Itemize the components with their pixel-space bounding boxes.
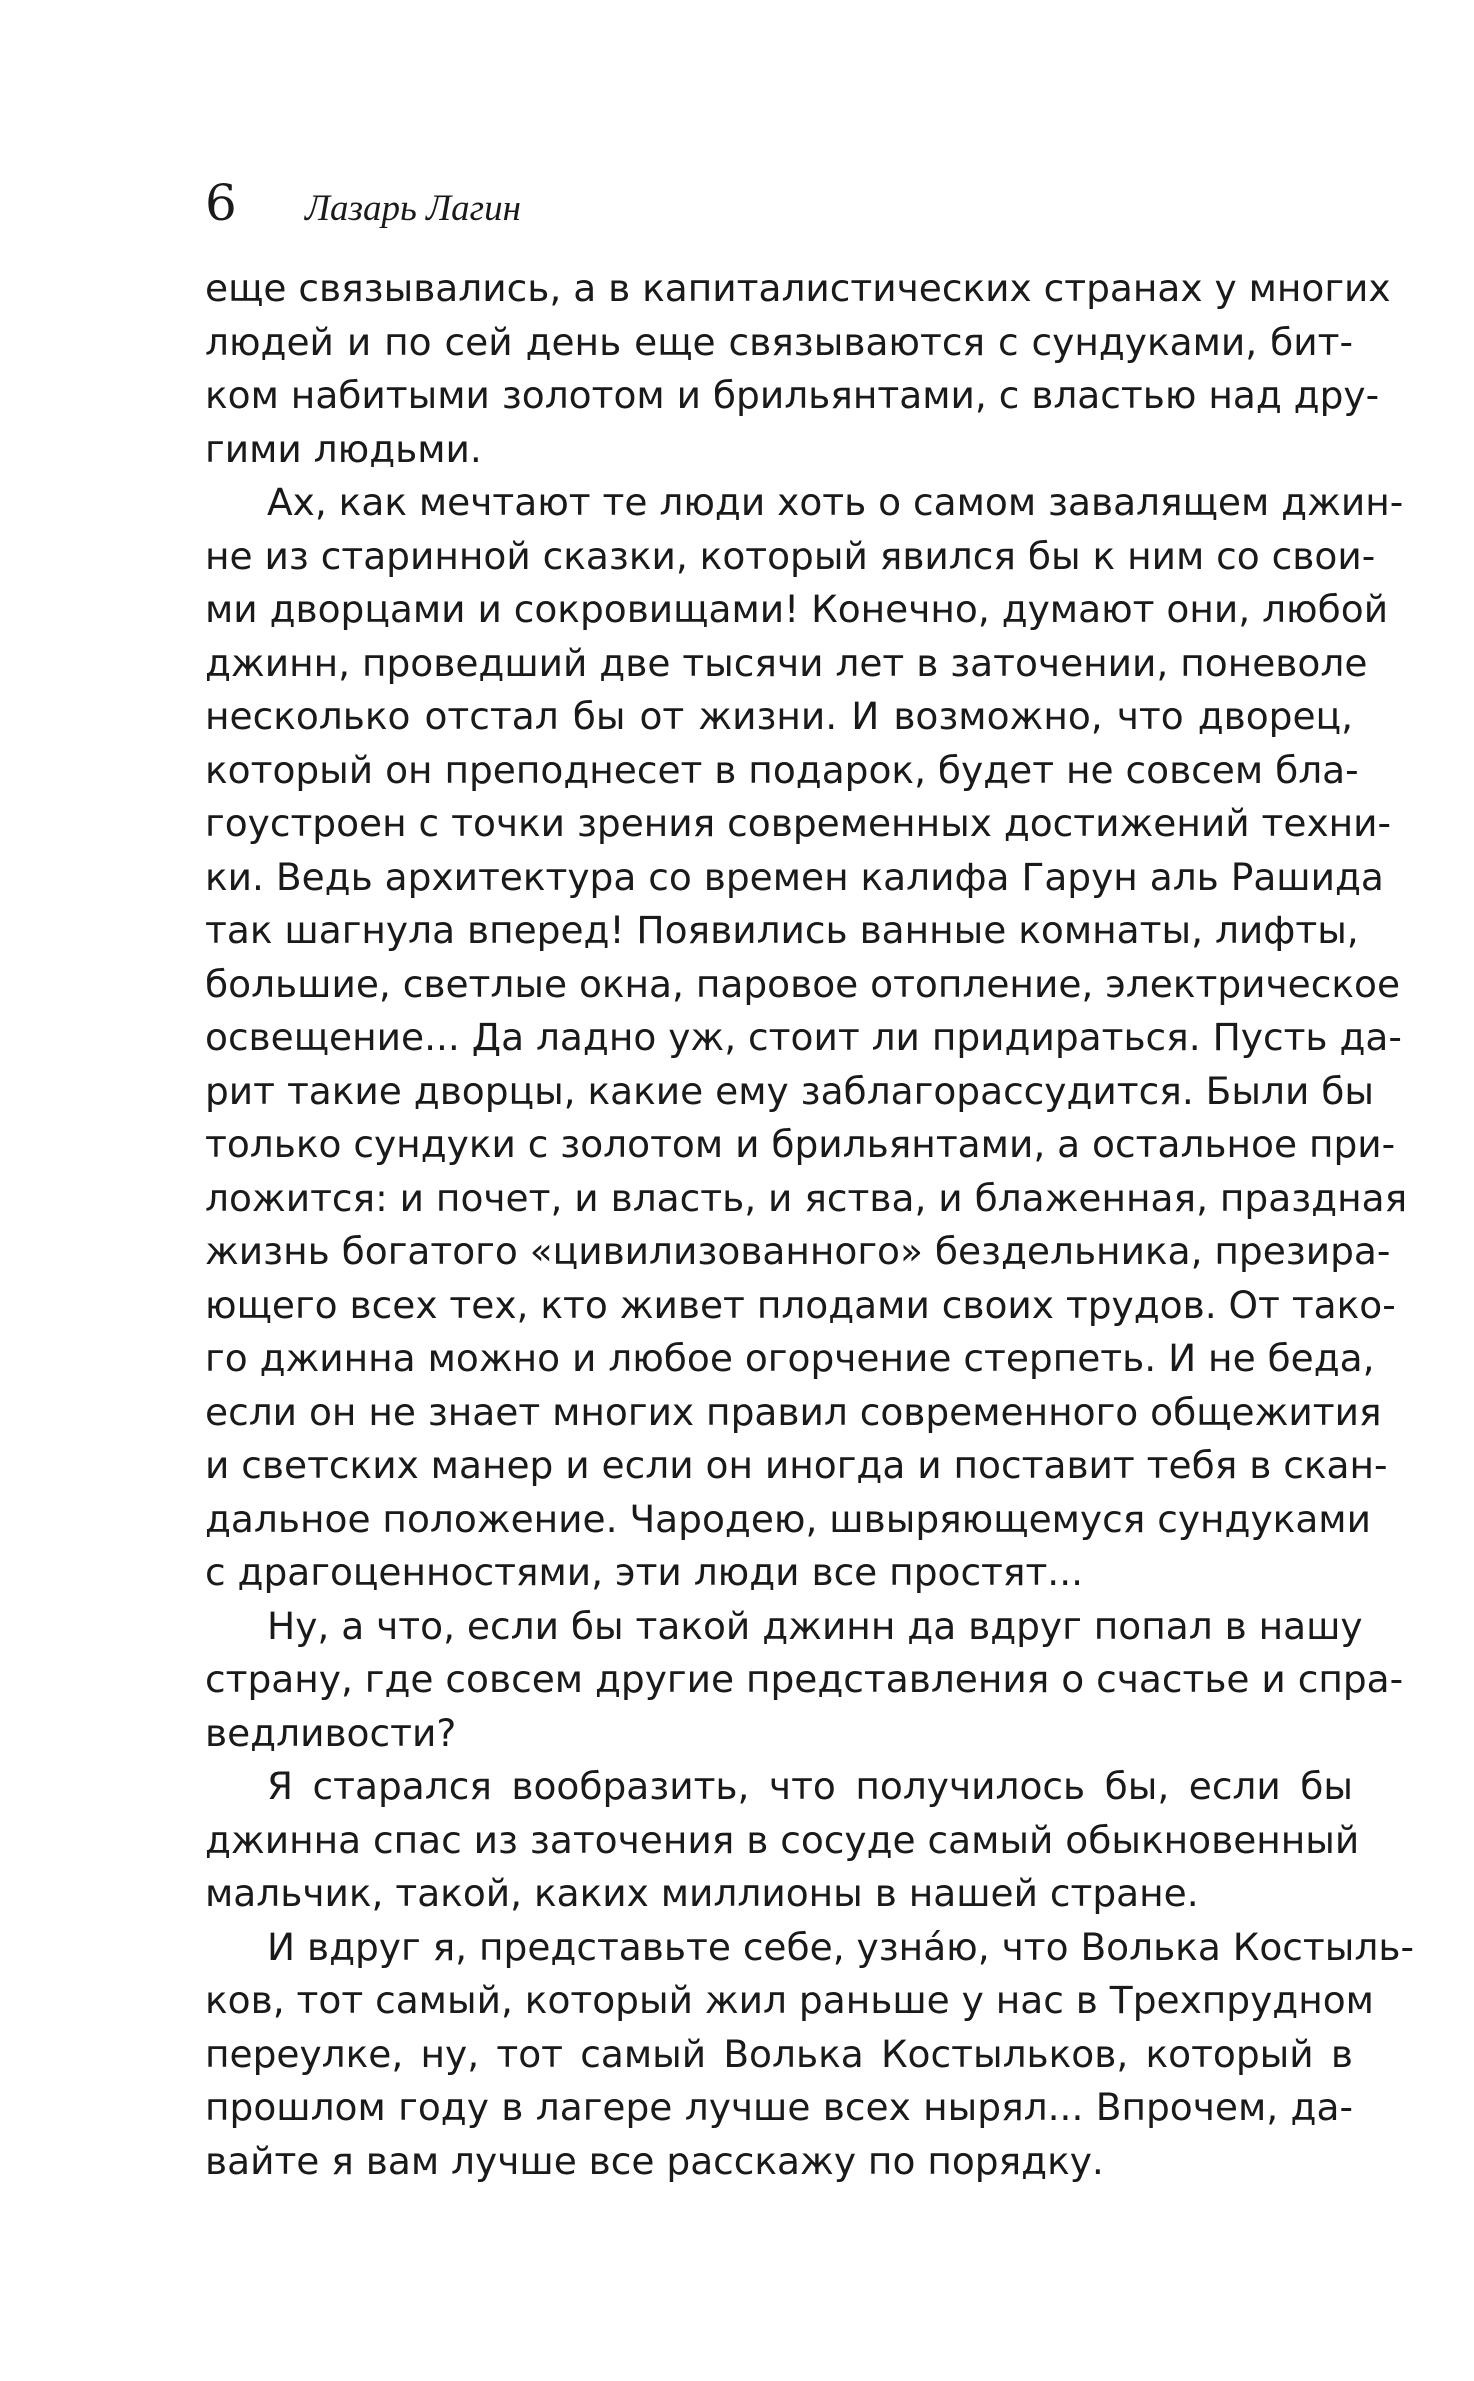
text-line: если он не знает многих правил современного общежития bbox=[205, 1389, 1382, 1434]
text-line: Ну, а что, если бы такой джинн да вдруг попал в нашу bbox=[267, 1603, 1363, 1648]
text-line: джинна спас из заточения в сосуде самый обыкновенный bbox=[205, 1817, 1360, 1862]
text-line: ющего всех тех, кто живет плодами своих трудов. От тако- bbox=[205, 1282, 1396, 1327]
text-line: не из старинной сказки, который явился бы к ним со свои- bbox=[205, 533, 1376, 578]
text-line: гими людьми. bbox=[205, 426, 482, 471]
text-line: ложится: и почет, и власть, и яства, и блаженная, праздная bbox=[205, 1175, 1408, 1220]
text-line: освещение... Да ладно уж, стоит ли придираться. Пусть да- bbox=[205, 1015, 1402, 1059]
paragraph bbox=[205, 1760, 1360, 1921]
text-line: переулке, ну, тот самый Волька Костыльков, который в bbox=[205, 2031, 1353, 2076]
text-line: только сундуки с золотом и брильянтами, а остальное при- bbox=[205, 1122, 1396, 1166]
text-line: который он преподнесет в подарок, будет не совсем бла- bbox=[205, 747, 1359, 792]
text-line: гоустроен с точки зрения современных достижений техни- bbox=[205, 801, 1392, 845]
text-line: и светских манер и если он иногда и поставит тебя в скан- bbox=[205, 1443, 1388, 1487]
text-line: го джинна можно и любое огорчение стерпеть. И не беда, bbox=[205, 1336, 1375, 1380]
paragraph bbox=[205, 1600, 1404, 1761]
text-line: ведливости? bbox=[205, 1710, 457, 1755]
paragraph bbox=[205, 476, 1408, 1600]
text-line: И вдруг я, представьте себе, узна́ю, что Волька Костыль- bbox=[267, 1924, 1414, 1969]
text-line: дальное положение. Чародею, швыряющемуся сундуками bbox=[205, 1496, 1371, 1541]
text-line: джинн, проведший две тысячи лет в заточении, поневоле bbox=[205, 640, 1368, 685]
text-line: прошлом году в лагере лучше всех нырял... Впрочем, да- bbox=[205, 2085, 1353, 2129]
text-line: Ах, как мечтают те люди хоть о самом завалящем джин- bbox=[267, 480, 1404, 524]
text-line: еще связывались, а в капиталистических странах у многих bbox=[205, 266, 1391, 310]
text-line: ков, тот самый, который жил раньше у нас в Трехпрудном bbox=[205, 1978, 1374, 2022]
paragraph bbox=[205, 1921, 1414, 2189]
text-line: с драгоценностями, эти люди все простят... bbox=[205, 1550, 1084, 1594]
running-title: Лазарь Лагин bbox=[305, 188, 521, 229]
text-line: вайте я вам лучше все расскажу по порядку. bbox=[205, 2138, 1104, 2183]
text-line: людей и по сей день еще связываются с сундуками, бит- bbox=[205, 319, 1353, 364]
text-line: рит такие дворцы, какие ему заблагорассудится. Были бы bbox=[205, 1068, 1374, 1113]
text-line: несколько отстал бы от жизни. И возможно, что дворец, bbox=[205, 694, 1353, 738]
page-number: 6 bbox=[205, 174, 237, 232]
text-line: ми дворцами и сокровищами! Конечно, думают они, любой bbox=[205, 587, 1389, 631]
text-line: ки. Ведь архитектура со времен калифа Гарун аль Рашида bbox=[205, 854, 1384, 899]
text-line: большие, светлые окна, паровое отопление, электрическое bbox=[205, 961, 1401, 1006]
text-line: ком набитыми золотом и брильянтами, с властью над дру- bbox=[205, 373, 1380, 417]
paragraph bbox=[205, 262, 1391, 476]
text-line: страну, где совсем другие представления о счастье и спра- bbox=[205, 1657, 1404, 1701]
text-line: жизнь богатого «цивилизованного» бездельника, презира- bbox=[205, 1229, 1391, 1273]
text-line: так шагнула вперед! Появились ванные комнаты, лифты, bbox=[205, 908, 1359, 952]
body-text bbox=[205, 262, 1414, 2188]
page-header bbox=[205, 168, 1305, 238]
text-line: мальчик, такой, каких миллионы в нашей стране. bbox=[205, 1871, 1199, 1915]
text-line: Я старался вообразить, что получилось бы, если бы bbox=[267, 1764, 1353, 1808]
